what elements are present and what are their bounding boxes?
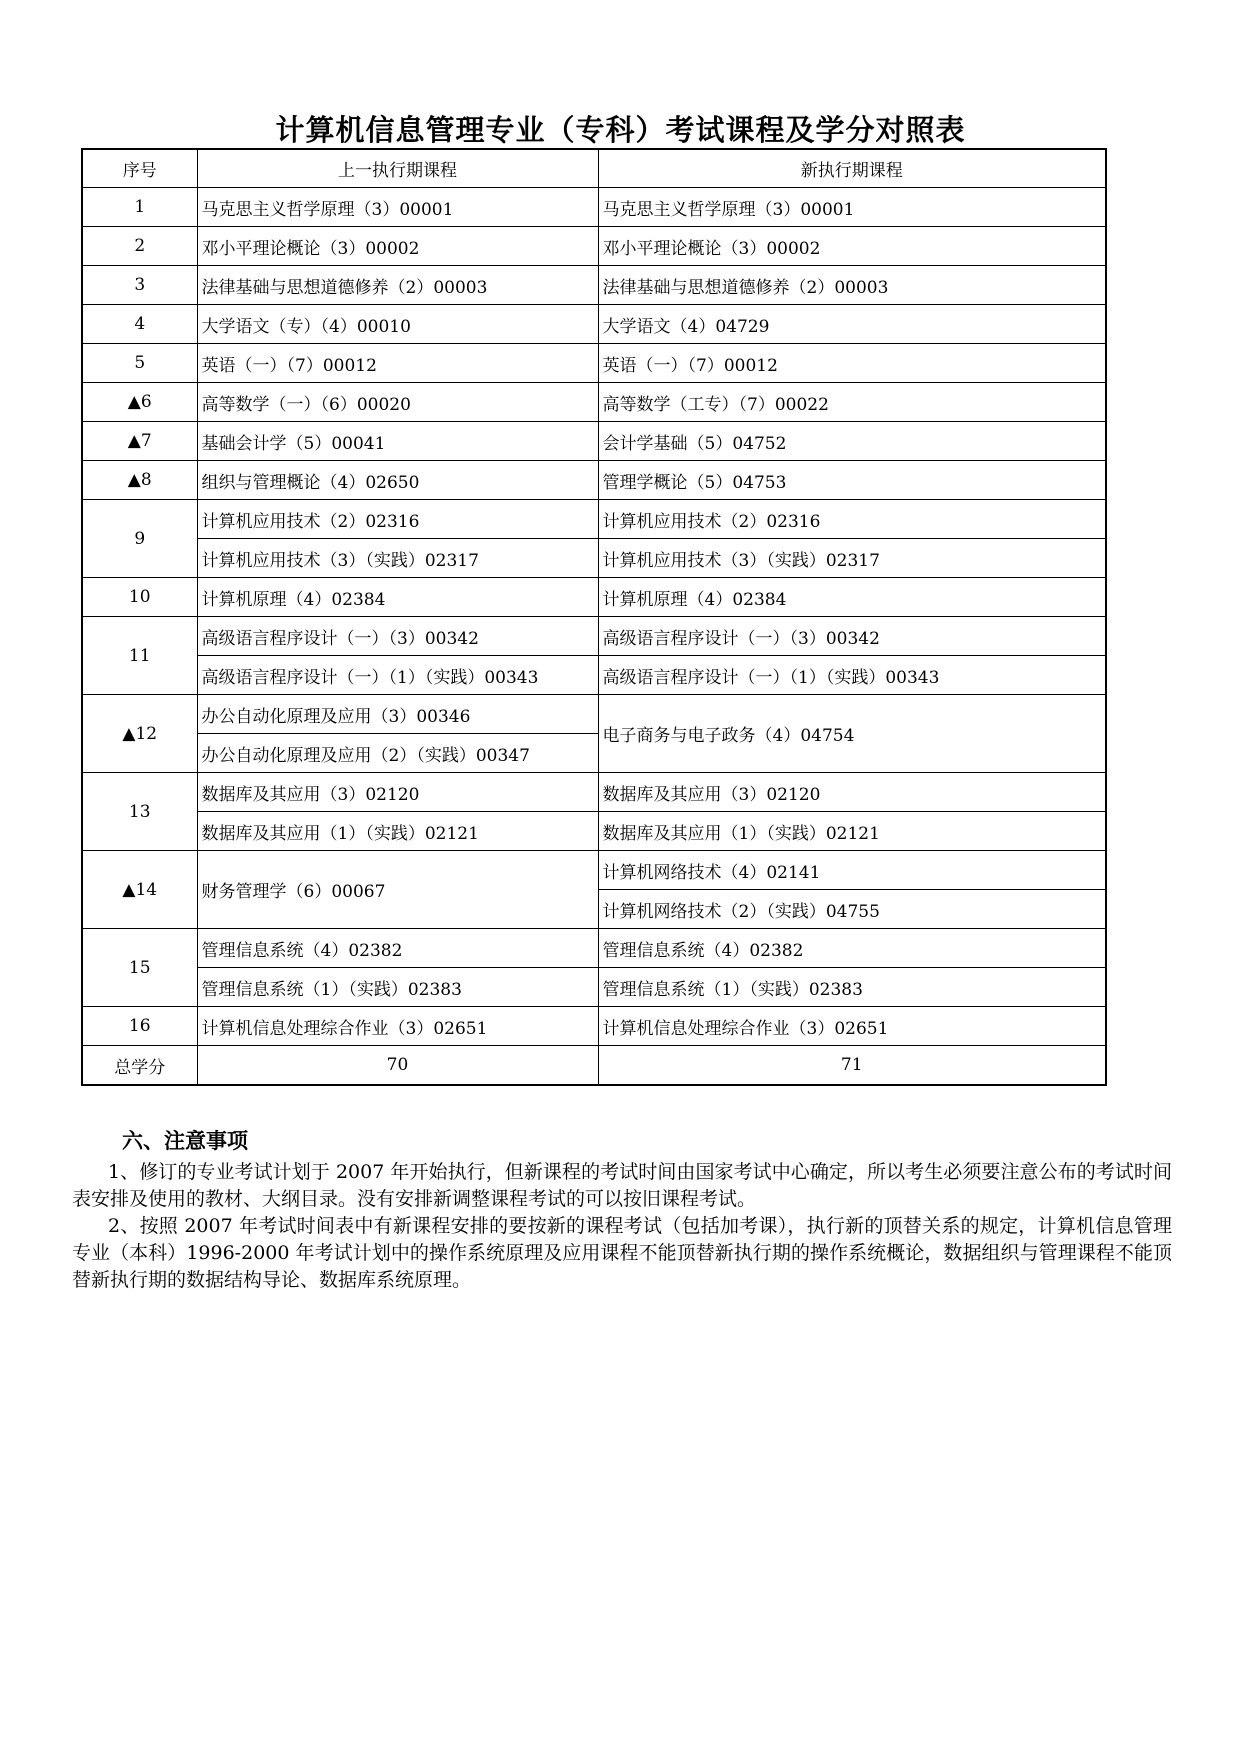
old-course-cell: 管理信息系统（1）（实践）02383 [197, 968, 598, 1007]
new-course-cell: 英语（一）（7）00012 [598, 344, 1106, 383]
table-row [82, 968, 1106, 1007]
row-number: ▲7 [82, 422, 197, 461]
new-course-cell: 计算机应用技术（2）02316 [598, 500, 1106, 539]
new-course-cell: 邓小平理论概论（3）00002 [598, 227, 1106, 266]
row-number: 9 [82, 500, 197, 578]
old-course-cell: 财务管理学（6）00067 [197, 851, 598, 929]
row-number: ▲6 [82, 383, 197, 422]
new-course-cell: 大学语文（4）04729 [598, 305, 1106, 344]
note-paragraph-1: 1、修订的专业考试计划于 2007 年开始执行，但新课程的考试时间由国家考试中心确定，所以考生必须要注意公布的考试时间表安排及使用的教材、大纲目录。没有安排新调整课程考试的可以按旧课程考试。 [72, 1161, 1172, 1210]
total-label: 总学分 [82, 1046, 197, 1086]
table-row [82, 344, 1106, 383]
table-row [82, 1007, 1106, 1046]
old-course-cell: 计算机原理（4）02384 [197, 578, 598, 617]
new-course-cell: 计算机网络技术（4）02141 [598, 851, 1106, 890]
new-course-cell: 会计学基础（5）04752 [598, 422, 1106, 461]
table-row [82, 305, 1106, 344]
page-title: 计算机信息管理专业（专科）考试课程及学分对照表 [275, 113, 966, 147]
table-row [82, 812, 1106, 851]
new-course-cell: 高级语言程序设计（一）（3）00342 [598, 617, 1106, 656]
table-row [82, 617, 1106, 656]
new-course-cell: 电子商务与电子政务（4）04754 [598, 695, 1106, 773]
old-course-cell: 计算机应用技术（2）02316 [197, 500, 598, 539]
old-course-cell: 高级语言程序设计（一）（1）（实践）00343 [197, 656, 598, 695]
table-row [82, 539, 1106, 578]
table-row [82, 383, 1106, 422]
old-course-cell: 办公自动化原理及应用（3）00346 [197, 695, 598, 734]
old-course-cell: 法律基础与思想道德修养（2）00003 [197, 266, 598, 305]
new-course-cell: 数据库及其应用（1）（实践）02121 [598, 812, 1106, 851]
old-course-cell: 高等数学（一）（6）00020 [197, 383, 598, 422]
row-number: 13 [82, 773, 197, 851]
table-row [82, 578, 1106, 617]
old-course-cell: 计算机信息处理综合作业（3）02651 [197, 1007, 598, 1046]
row-number: 11 [82, 617, 197, 695]
course-comparison-table [81, 148, 1107, 1086]
header-new-course: 新执行期课程 [598, 149, 1106, 188]
note-paragraph-2: 2、按照 2007 年考试时间表中有新课程安排的要按新的课程考试（包括加考课），执行新的顶替关系的规定，计算机信息管理专业（本科）1996-2000 年考试计划中的操作系统原理及应用课程不能顶替新执行期的操作系统概论，数据组织与管理课程不能顶替新执行期的数据结构导论、数据库系统原理。 [72, 1215, 1172, 1291]
total-old-credits: 70 [197, 1046, 598, 1086]
new-course-cell: 计算机信息处理综合作业（3）02651 [598, 1007, 1106, 1046]
header-no: 序号 [82, 149, 197, 188]
old-course-cell: 数据库及其应用（3）02120 [197, 773, 598, 812]
total-row [82, 1046, 1106, 1086]
row-number: 16 [82, 1007, 197, 1046]
old-course-cell: 办公自动化原理及应用（2）（实践）00347 [197, 734, 598, 773]
old-course-cell: 大学语文（专）（4）00010 [197, 305, 598, 344]
row-number: ▲8 [82, 461, 197, 500]
new-course-cell: 法律基础与思想道德修养（2）00003 [598, 266, 1106, 305]
table-row [82, 695, 1106, 734]
table-row [82, 773, 1106, 812]
new-course-cell: 数据库及其应用（3）02120 [598, 773, 1106, 812]
row-number: ▲14 [82, 851, 197, 929]
new-course-cell: 管理信息系统（4）02382 [598, 929, 1106, 968]
row-number: 1 [82, 188, 197, 227]
old-course-cell: 基础会计学（5）00041 [197, 422, 598, 461]
new-course-cell: 管理学概论（5）04753 [598, 461, 1106, 500]
new-course-cell: 计算机原理（4）02384 [598, 578, 1106, 617]
new-course-cell: 马克思主义哲学原理（3）00001 [598, 188, 1106, 227]
row-number: 5 [82, 344, 197, 383]
table-row [82, 266, 1106, 305]
row-number: 10 [82, 578, 197, 617]
notes-heading: 六、注意事项 [122, 1129, 248, 1153]
row-number: 4 [82, 305, 197, 344]
table-header-row [82, 149, 1106, 188]
table-row [82, 656, 1106, 695]
new-course-cell: 高等数学（工专）（7）00022 [598, 383, 1106, 422]
row-number: 3 [82, 266, 197, 305]
old-course-cell: 数据库及其应用（1）（实践）02121 [197, 812, 598, 851]
new-course-cell: 高级语言程序设计（一）（1）（实践）00343 [598, 656, 1106, 695]
table-row [82, 422, 1106, 461]
old-course-cell: 计算机应用技术（3）（实践）02317 [197, 539, 598, 578]
table-row [82, 227, 1106, 266]
new-course-cell: 管理信息系统（1）（实践）02383 [598, 968, 1106, 1007]
table-row [82, 500, 1106, 539]
old-course-cell: 邓小平理论概论（3）00002 [197, 227, 598, 266]
row-number: 2 [82, 227, 197, 266]
old-course-cell: 高级语言程序设计（一）（3）00342 [197, 617, 598, 656]
old-course-cell: 英语（一）（7）00012 [197, 344, 598, 383]
notes-section [72, 1128, 1172, 1294]
old-course-cell: 管理信息系统（4）02382 [197, 929, 598, 968]
table-row [82, 188, 1106, 227]
new-course-cell: 计算机网络技术（2）（实践）04755 [598, 890, 1106, 929]
table-row [82, 851, 1106, 890]
table-row [82, 929, 1106, 968]
old-course-cell: 马克思主义哲学原理（3）00001 [197, 188, 598, 227]
header-old-course: 上一执行期课程 [197, 149, 598, 188]
total-new-credits: 71 [598, 1046, 1106, 1086]
row-number: 15 [82, 929, 197, 1007]
old-course-cell: 组织与管理概论（4）02650 [197, 461, 598, 500]
table-row [82, 461, 1106, 500]
new-course-cell: 计算机应用技术（3）（实践）02317 [598, 539, 1106, 578]
row-number: ▲12 [82, 695, 197, 773]
